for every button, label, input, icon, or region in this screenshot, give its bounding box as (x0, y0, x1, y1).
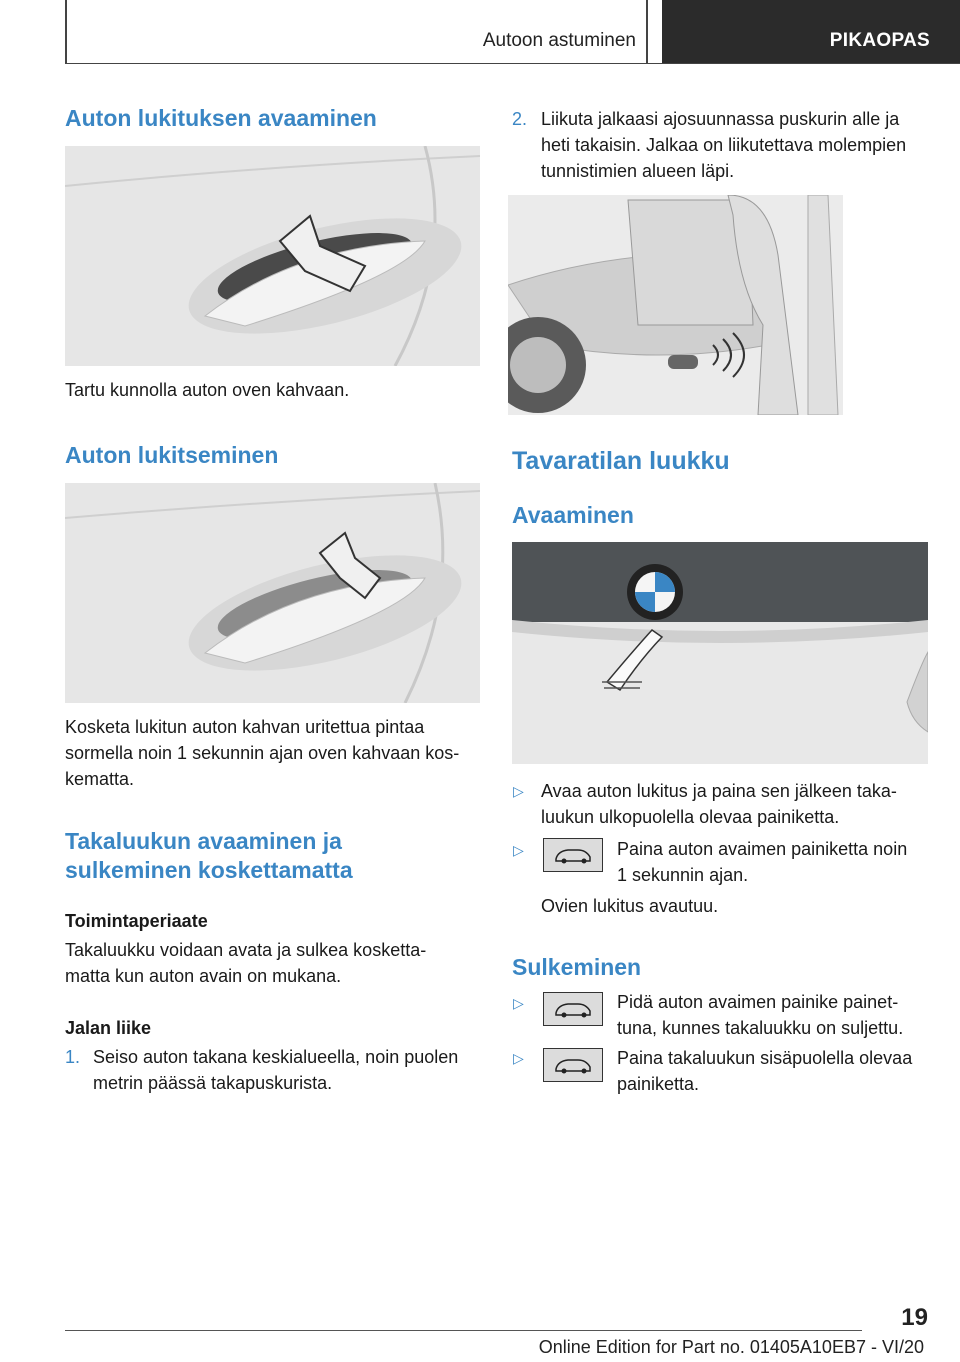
text-doors-unlocked: Ovien lukitus avautuu. (541, 896, 719, 916)
step-2-text-3: tunnistimien alueen läpi. (541, 161, 735, 181)
header-section-box (65, 0, 648, 63)
heading-lock: Auton lukitseminen (65, 442, 279, 468)
bullet-1-text-2: luukun ulkopuolella olevaa painiketta. (541, 807, 840, 827)
header-tab[interactable] (662, 0, 960, 63)
bullet-4-text-2: painiketta. (617, 1074, 700, 1094)
heading-foot-movement: Jalan liike (65, 1018, 152, 1038)
header-section-title: Autoon astuminen (482, 30, 636, 51)
tailgate-kick-illustration (508, 195, 843, 415)
bullet-4-text-1: Paina takaluukun sisäpuolella olevaa (617, 1048, 913, 1068)
bullet-2-text-1: Paina auton avaimen painiketta noin (617, 839, 908, 859)
heading-open: Avaaminen (512, 502, 634, 528)
text-lock-2: sormella noin 1 sekunnin ajan oven kahvaan kos- (65, 743, 460, 763)
text-unlock: Tartu kunnolla auton oven kahvaan. (65, 380, 350, 400)
header-tab-label: PIKAOPAS (829, 30, 930, 51)
text-lock-3: kematta. (65, 769, 135, 789)
step-2-number: 2. (512, 109, 528, 129)
heading-unlock: Auton lukituksen avaaminen (65, 105, 377, 131)
bullet-1-text-1: Avaa auton lukitus ja paina sen jälkeen taka- (541, 781, 897, 801)
page-number: 19 (901, 1304, 928, 1331)
bullet-4-icon: ▷ (513, 1050, 524, 1066)
heading-trunk: Tavaratilan luukku (512, 447, 730, 475)
bullet-2-icon: ▷ (513, 842, 524, 858)
step-2-text-1: Liikuta jalkaasi ajosuunnassa puskurin alle ja (541, 109, 900, 129)
step-1-text-1: Seiso auton takana keskialueella, noin puolen (93, 1047, 459, 1067)
footer-edition: Online Edition for Part no. 01405A10EB7 - VI/20 (538, 1337, 924, 1357)
text-principle-2: matta kun auton avain on mukana. (65, 966, 342, 986)
key-trunk-icon (543, 992, 603, 1026)
key-trunk-icon (543, 838, 603, 872)
door-handle-illustration (65, 146, 480, 366)
heading-contactless-1: Takaluukun avaaminen ja (65, 828, 342, 854)
bullet-1-icon: ▷ (513, 783, 524, 799)
bullet-3-text-2: tuna, kunnes takaluukku on suljettu. (617, 1018, 904, 1038)
tailgate-button-illustration (512, 542, 928, 764)
text-principle-1: Takaluukku voidaan avata ja sulkea kosketta- (65, 940, 427, 960)
door-handle-lock-illustration (65, 483, 480, 703)
key-trunk-icon (543, 1048, 603, 1082)
heading-close: Sulkeminen (512, 954, 642, 980)
heading-contactless-2: sulkeminen koskettamatta (65, 857, 353, 883)
heading-principle: Toimintaperiaate (65, 911, 208, 931)
text-lock-1: Kosketa lukitun auton kahvan uritettua pintaa (65, 717, 425, 737)
step-1-number: 1. (65, 1047, 81, 1067)
bullet-2-text-2: 1 sekunnin ajan. (617, 865, 749, 885)
bullet-3-text-1: Pidä auton avaimen painike painet- (617, 992, 899, 1012)
footer-divider (65, 1330, 862, 1331)
step-1-text-2: metrin päässä takapuskurista. (93, 1073, 333, 1093)
bullet-3-icon: ▷ (513, 995, 524, 1011)
header-divider (65, 63, 960, 64)
step-2-text-2: heti takaisin. Jalkaa on liikutettava molempien (541, 135, 907, 155)
